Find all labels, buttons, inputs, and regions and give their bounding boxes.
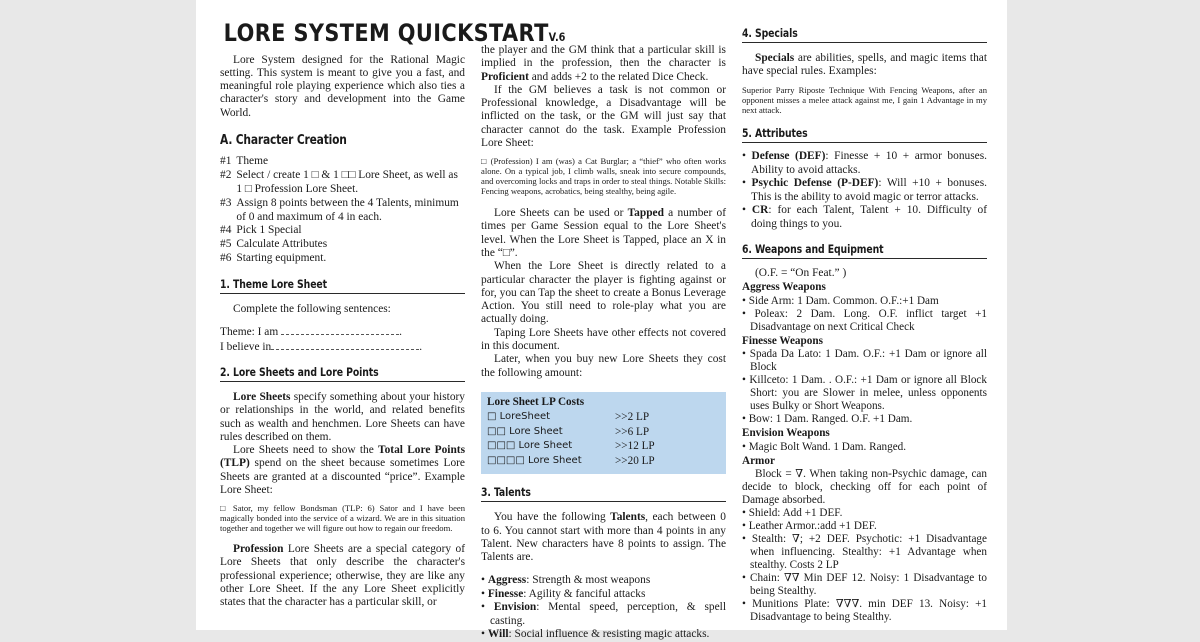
heading-character-creation: A. Character Creation <box>220 131 347 148</box>
lore-sheets-text: specify something about your history or relationships in the world, and related benefits such as wealth and henchmen. Lore Sheets can have rules described on them. <box>220 390 465 443</box>
tapped-text: a number of times per Game Session equal to the Lore Sheet's level. When the Lore Sheet is Tapped, place an X in the “□”. <box>481 207 726 259</box>
leverage-paragraph: When the Lore Sheet is directly related to a particular character the player is fighting against or for, you can Tap the sheet to create a Bonus Leverage Action. You still need to role-play what you are actually doing. <box>481 260 726 326</box>
heading-text: 5. Attributes <box>742 126 808 141</box>
attribute-desc: : Finesse + 10 + armor bonuses. Ability to avoid attacks. <box>751 150 987 176</box>
profession-continued <box>481 44 726 84</box>
list-item <box>220 197 465 225</box>
lore-sheets-paragraph-1 <box>220 391 465 444</box>
list-item: • Magic Bolt Wand. 1 Dam. Ranged. <box>742 441 987 454</box>
list-item: • Leather Armor.:add +1 DEF. <box>742 520 987 533</box>
step-text: Select / create 1 □ & 1 □□ Lore Sheet, as well as 1 □ Profession Lore Sheet. <box>236 168 458 195</box>
step-text: Calculate Attributes <box>236 238 328 251</box>
talent-name: Finesse <box>487 587 524 600</box>
attributes-list <box>742 150 987 231</box>
tlp-text: spend on the sheet because sometimes Lore Sheets are granted at a discounted “price”. Example Lore Sheet: <box>220 457 465 496</box>
of-note: (O.F. = “On Feat.” ) <box>755 267 847 280</box>
theme-fill-line-1 <box>220 325 465 339</box>
lp-row-label: □□□ Lore Sheet <box>487 440 573 452</box>
lp-row-cost: >>6 LP <box>615 425 650 438</box>
specials-text: are abilities, spells, and magic items that have special rules. Examples: <box>742 52 987 78</box>
gm-paragraph: If the GM believes a task is not common or Professional knowledge, a Disadvantage will be inflicted on the task, or the GM will just say that character cannot do the task. Example Profession Lore Sheet: <box>481 83 726 149</box>
heading-text: 6. Weapons and Equipment <box>742 242 884 257</box>
list-item <box>220 169 465 197</box>
heading-talents <box>481 485 726 502</box>
list-item: • Killceto: 1 Dam. . O.F.: +1 Dam or ignore all Block Short: you are Slower in melee, unless opponents uses Bulky or Short Weapons. <box>742 374 987 413</box>
theme-instruction: Complete the following sentences: <box>233 303 391 316</box>
lore-sheet-example: □ Sator, my fellow Bondsman (TLP: 6) Sator and I have been magically bonded into the service of a wizard. We are in this situation together and together we will figure out how to regain our freedom. <box>220 503 465 534</box>
heading-lore-sheets-points <box>220 365 465 382</box>
weapon-group-heading: Aggress Weapons <box>742 281 826 294</box>
cont-lead: the player and the GM think that a particular skill is implied in the profession, then the character is <box>481 44 726 70</box>
theme-label: Theme: I am <box>220 326 279 339</box>
list-item <box>742 204 987 231</box>
character-creation-steps <box>220 155 465 266</box>
buy-later-paragraph: Later, when you buy new Lore Sheets they cost the following amount: <box>481 353 726 379</box>
intro-paragraph: Lore System designed for the Rational Magic setting. This system is meant to give you a fast, and meaningful role playing experience which also ties a character's story and development into the Game World. <box>220 53 465 119</box>
profession-text: Lore Sheets are a special category of Lore Sheets that only describe the character's professional experience; otherwise, they are like any other Lore Sheet. If the any Lore Sheet explicitly states that the character has a particular skill, or <box>220 543 465 609</box>
document-page <box>196 0 1007 641</box>
heading-text: 2. Lore Sheets and Lore Points <box>220 364 379 379</box>
weapon-group-heading: Finesse Weapons <box>742 334 823 347</box>
talents-term: Talents <box>610 511 646 524</box>
list-item <box>742 177 987 204</box>
envision-weapons-list <box>742 441 987 454</box>
tlp-term: Total Lore Points (TLP) <box>220 444 466 470</box>
specials-intro <box>742 52 987 79</box>
lp-row-label: □□ Lore Sheet <box>487 425 563 437</box>
talents-text: , each between 0 to 6. You cannot start with more than 4 points in any Talent. New characters have 8 points to assign. The Talents are. <box>481 511 726 564</box>
talents-list <box>481 574 726 641</box>
taping-paragraph: Taping Lore Sheets have other effects not covered in this document. <box>481 326 726 352</box>
step-text: Assign 8 points between the 4 Talents, minimum of 0 and maximum of 4 in each. <box>236 196 459 223</box>
tapped-lead: Lore Sheets can be used or <box>494 207 628 220</box>
heading-weapons-equipment <box>742 242 987 259</box>
attribute-name: Defense (DEF) <box>751 150 826 163</box>
table-caption: Lore Sheet LP Costs <box>487 395 585 408</box>
theme-period: . <box>399 326 402 339</box>
lp-row-cost: >>2 LP <box>615 410 650 423</box>
page-title-text: LORE SYSTEM QUICKSTART <box>223 19 549 48</box>
table-row <box>487 410 720 425</box>
profession-example: □ (Profession) I am (was) a Cat Burglar; a “thief” who often works alone. On a typical job, I climb walls, sneak into secure compounds, and overcoming locks and traps in order to steal things. Notable Skills: Fencing weapons, acrobatics, being stealthy, being agile. <box>481 156 726 197</box>
list-item <box>220 238 465 252</box>
list-item: • Bow: 1 Dam. Ranged. O.F. +1 Dam. <box>742 413 987 426</box>
list-item: • Stealth: ∇; +2 DEF. Psychotic: +1 Disadvantage when influencing. Stealthy: +1 Advantage when stealthy. Costs 2 LP <box>742 533 987 572</box>
three-column-layout <box>220 10 988 641</box>
armor-heading: Armor <box>742 454 775 467</box>
lp-row-label: □ LoreSheet <box>487 410 551 422</box>
attribute-name: CR <box>751 204 769 217</box>
list-item <box>220 155 465 169</box>
column-two <box>481 10 726 641</box>
finesse-weapons-list <box>742 348 987 426</box>
attribute-desc: : for each Talent, Talent + 10. Difficulty of doing things to you. <box>751 204 987 230</box>
heading-text: 4. Specials <box>742 26 798 40</box>
attribute-name: Psychic Defense (P-DEF) <box>751 177 879 190</box>
list-item: • Spada Da Lato: 1 Dam. O.F.: +1 Dam or ignore all Block <box>742 348 987 374</box>
list-item <box>481 628 726 641</box>
lore-sheets-term: Lore Sheets <box>233 390 291 403</box>
lore-sheet-lp-costs-table <box>481 392 726 474</box>
belief-label: I believe in <box>220 340 272 353</box>
talent-name: Envision <box>493 601 537 614</box>
list-item: • Poleax: 2 Dam. Long. O.F. inflict target +1 Disadvantage on next Critical Check <box>742 308 987 334</box>
list-item <box>220 224 465 238</box>
talent-name: Aggress <box>487 574 527 587</box>
talent-desc: : Strength & most weapons <box>526 574 651 587</box>
heading-text: 3. Talents <box>481 485 531 500</box>
talent-name: Will <box>487 628 509 641</box>
list-item <box>481 601 726 628</box>
belief-blank[interactable] <box>271 340 419 350</box>
list-item: • Shield: Add +1 DEF. <box>742 507 987 520</box>
belief-period: . <box>419 340 423 353</box>
weapon-group-heading: Envision Weapons <box>742 427 830 440</box>
page-title <box>223 19 566 48</box>
lp-row-cost: >>20 LP <box>615 455 655 468</box>
talents-lead: You have the following <box>494 511 611 524</box>
talent-desc: : Social influence & resisting magic attacks. <box>508 628 710 641</box>
column-three <box>742 10 987 622</box>
list-item: • Chain: ∇∇ Min DEF 12. Noisy: 1 Disadvantage to being Stealthy. <box>742 572 987 598</box>
step-number: #1 <box>220 154 232 167</box>
lp-row-label: □□□□ Lore Sheet <box>487 455 582 467</box>
list-item <box>481 588 726 601</box>
table-row <box>487 454 720 469</box>
specials-example: Superior Parry Riposte Technique With Fencing Weapons, after an opponent misses a melee attack against me, I gain 1 Advantage in my next attack. <box>742 84 987 115</box>
heading-specials <box>742 26 987 43</box>
list-item: • Side Arm: 1 Dam. Common. O.F.:+1 Dam <box>742 295 987 308</box>
step-number: #3 <box>220 196 232 209</box>
tapped-term: Tapped <box>627 207 664 220</box>
table-row <box>487 425 720 440</box>
table-row <box>487 439 720 454</box>
step-text: Theme <box>236 154 269 167</box>
tlp-lead: Lore Sheets need to show the <box>233 444 379 457</box>
specials-term: Specials <box>755 52 795 64</box>
cont-text: and adds +2 to the related Dice Check. <box>528 70 709 83</box>
tapped-paragraph <box>481 207 726 260</box>
step-number: #2 <box>220 168 232 181</box>
list-item: • Munitions Plate: ∇∇∇. min DEF 13. Noisy: +1 Disadvantage to being Stealthy. <box>742 598 987 624</box>
theme-blank[interactable] <box>281 326 399 336</box>
profession-paragraph <box>220 543 465 609</box>
heading-text: 1. Theme Lore Sheet <box>220 277 328 292</box>
aggress-weapons-list <box>742 295 987 334</box>
page-version: V.6 <box>548 32 566 45</box>
heading-attributes <box>742 126 987 143</box>
step-number: #5 <box>220 238 232 251</box>
step-text: Pick 1 Special <box>236 224 302 237</box>
lore-sheets-paragraph-2 <box>220 444 465 497</box>
talents-intro <box>481 511 726 564</box>
step-number: #6 <box>220 252 232 265</box>
list-item <box>742 150 987 177</box>
talent-desc: : Agility & fanciful attacks <box>523 587 646 600</box>
lp-row-cost: >>12 LP <box>615 440 655 453</box>
step-number: #4 <box>220 224 232 237</box>
list-item <box>481 574 726 587</box>
profession-term: Profession <box>233 543 284 556</box>
step-text: Starting equipment. <box>236 252 327 265</box>
armor-list <box>742 507 987 624</box>
proficient-term: Proficient <box>481 70 529 83</box>
list-item <box>220 252 465 266</box>
talent-desc: : Mental speed, perception, & spell casting. <box>490 601 726 627</box>
armor-block-rule: Block = ∇. When taking non-Psychic damage, can decide to block, checking off for each point of Damage absorbed. <box>742 468 987 507</box>
attribute-desc: : Will +10 + bonuses. This is the ability to avoid magic or terror attacks. <box>751 177 987 203</box>
heading-theme-lore-sheet <box>220 277 465 294</box>
theme-fill-line-2 <box>220 340 465 354</box>
